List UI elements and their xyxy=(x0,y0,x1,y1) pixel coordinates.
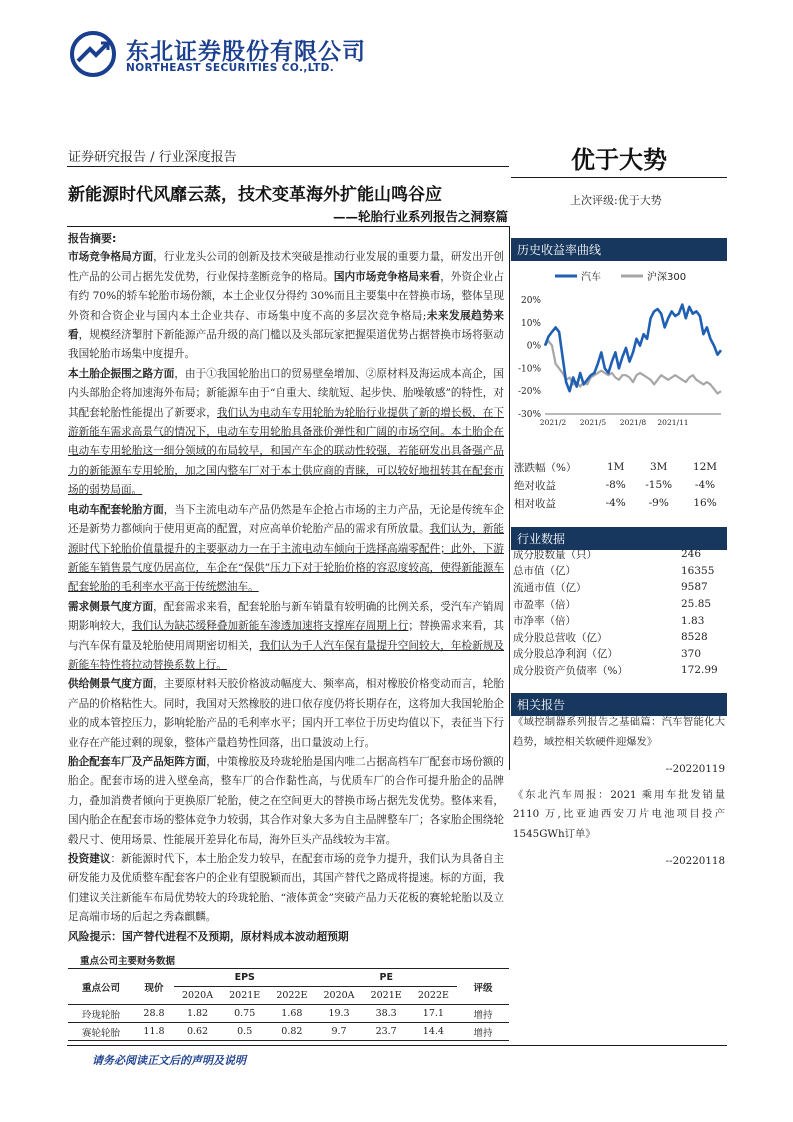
year-cell: 2022E xyxy=(417,990,449,1001)
legend-label-0: 汽车 xyxy=(581,272,601,283)
financial-table xyxy=(68,968,509,1041)
financial-table-caption: 重点公司主要财务数据 xyxy=(80,956,176,967)
x-tick-label: 2021/8 xyxy=(619,418,647,427)
y-tick-label: -30% xyxy=(517,410,541,420)
industry-row: 市净率（倍） 1.83 xyxy=(513,614,705,628)
related-item-date: --20220119 xyxy=(665,763,725,775)
risk-warning: 风险提示：国产替代进程不及预期，原材料成本波动超预期 xyxy=(68,930,349,943)
year-cell: 2020A xyxy=(323,990,355,1001)
industry-section-title: 行业数据 xyxy=(511,527,727,550)
header-rule-right xyxy=(511,177,727,178)
summary-body xyxy=(68,229,504,928)
column-divider xyxy=(509,226,510,770)
table-row: 赛轮轮胎 11.8 0.62 0.5 0.82 9.7 23.7 14.4 增持 xyxy=(81,1026,493,1039)
industry-row: 成分股数量（只） 246 xyxy=(513,548,702,561)
year-cell: 2022E xyxy=(276,990,308,1001)
year-cell: 2021E xyxy=(229,990,261,1001)
industry-row: 成分股资产负债率（%） 172.99 xyxy=(513,664,718,677)
industry-row: 总市值（亿） 16355 xyxy=(513,564,715,578)
title-rule xyxy=(67,226,509,227)
year-cell: 2021E xyxy=(370,990,402,1001)
industry-row: 成分股总净利润（亿） 370 xyxy=(513,647,702,661)
y-tick-label: -20% xyxy=(517,387,541,398)
performance-table xyxy=(513,458,727,512)
report-subtitle: ——轮胎行业系列报告之洞察篇 xyxy=(332,209,508,224)
table-row: 玲珑轮胎 28.8 1.82 0.75 1.68 19.3 38.3 17.1 增持 xyxy=(68,1005,509,1023)
year-cell: 2020A xyxy=(182,990,214,1001)
chart-section-title: 历史收益率曲线 xyxy=(511,238,727,261)
x-tick-label: 2021/11 xyxy=(657,418,689,427)
related-item: 《域控制器系列报告之基础篇：汽车智能化大趋势，域控相关软硬件迎爆发》 xyxy=(513,716,725,748)
performance-row: 绝对收益 -8% -15% -4% xyxy=(514,479,716,492)
industry-row: 流通市值（亿） 9587 xyxy=(513,581,708,594)
summary-heading: 报告摘要: xyxy=(68,232,117,245)
x-tick-label: 2021/2 xyxy=(539,418,567,427)
footer-rule xyxy=(67,1045,727,1046)
report-title: 新能源时代风靡云蒸，技术变革海外扩能山鸣谷应 xyxy=(68,185,442,205)
y-tick-label: -10% xyxy=(517,364,541,375)
industry-table xyxy=(513,546,723,679)
rating: 优于大势 xyxy=(571,145,667,174)
para-ev-tire: 电动车配套轮胎方面，当下主流电动车产品仍然是车企抢占市场的主力产品，无论是传统车企还是新势力都倾向于使用更高的配置，对应高单价轮胎产品的需求有所放量。我们认为，新能源时代下轮胎价值量提升的主要驱动力一在于主流电动车倾向于选择高端零配件；此外，下游新能车销售景气度仍居高位，车企在“保供”压力下对于轮胎价格的容忍度较高，使得新能源车配套轮胎的毛利率水平高于传统燃油车。 xyxy=(68,503,504,594)
performance-header: 涨跌幅（%） 1M 3M 12M xyxy=(514,461,718,474)
para-oem-matrix: 胎企配套车厂及产品矩阵方面，中策橡胶及玲珑轮胎是国内唯二占据高档车厂配套市场份额的胎企。配套市场的进入壁垒高，整车厂的合作黏性高，与优质车厂的合作可提升胎企的品牌力，叠加消费者倾向于更换原厂轮胎，使之在空间更大的替换市场占据先发优势。整体来看，国内胎企在配套市场的整体竞争力较弱，其合作对象大多为自主品牌整车厂；各家胎企围绕轮毂尺寸、使用场景、性能展开差异化布局，海外巨头产品线较为丰富。 xyxy=(68,755,505,846)
return-chart-svg xyxy=(511,262,727,434)
header-rule-left xyxy=(67,166,509,167)
related-list xyxy=(513,713,725,872)
industry-row: 成分股总营收（亿） 8528 xyxy=(513,631,708,644)
logo-icon xyxy=(70,31,116,77)
company-name-cn: 东北证券股份有限公司 xyxy=(126,39,366,65)
industry-row: 市盈率（倍） 25.85 xyxy=(513,598,712,611)
col-price: 现价 xyxy=(144,982,164,994)
return-chart xyxy=(511,262,727,434)
y-tick-label: 20% xyxy=(520,296,541,306)
footer-disclaimer: 请务必阅读正文后的声明及说明 xyxy=(92,1054,246,1067)
col-pe: PE xyxy=(315,969,457,987)
legend-label-1: 沪深300 xyxy=(647,272,687,283)
y-tick-label: 0% xyxy=(526,341,541,352)
para-supply: 供给侧景气度方面，主要原材料天胶价格波动幅度大、频率高，相对橡胶价格变动而言，轮胎产品的价格粘性大。同时，我国对天然橡胶的进口依存度仍将长期存在，这将加大我国轮胎企业的成本管控压力，影响轮胎产品的毛利率水平；国内开工率位于历史均值以下，表征当下行业存在产能过剩的现象，整体产量趋势性回落，出口量波动上行。 xyxy=(68,678,505,749)
para-investment: 投资建议：新能源时代下，本土胎企发力较早，在配套市场的竞争力提升，我们认为具备自主研发能力及优质整车配套客户的企业有望脱颖而出，其国产替代之路成将提速。标的方面，我们建议关注新能车布局优势较大的玲珑轮胎、“液体黄金”突破产品力天花板的赛轮轮胎以及立足高端市场的后起之秀森麒麟。 xyxy=(68,853,505,924)
performance-row: 相对收益 -4% -9% 16% xyxy=(514,497,717,510)
para-domestic-path: 本土胎企振围之路方面，由于①我国轮胎出口的贸易壁垒增加、②原材料及海运成本高企，国内头部胎企将加速海外布局；新能源车由于“自重大、续航短、起步快、胎噪敏感”的特性，对其配套轮胎性能提出了新要求，我们认为电动车专用轮胎为轮胎行业提供了新的增长极，在下游新能车需求高景气的情况下，电动车专用轮胎具备涨价弹性和广阔的市场空间。本土胎企在电动车专用轮胎这一细分领域的布局较早，和国产车企的联动性较强，若能研发出具备强产品力的新能源车专用轮胎，加之国内整车厂对于本土供应商的青睐，可以较好地扭转其在配套市场的弱势局面。 xyxy=(68,367,505,497)
y-tick-label: 10% xyxy=(520,318,541,329)
company-name-en: NORTHEAST SECURITIES CO.,LTD. xyxy=(126,62,335,74)
para1-lead: 市场竞争格局方面 xyxy=(68,251,154,264)
para-market-structure: 市场竞争格局方面，行业龙头公司的创新及技术突破是推动行业发展的重要力量，研发出开创性产品的公司占据先发优势，行业保持垄断竞争的格局。国内市场竞争格局来看，外资企业占有约 70%的轿车轮胎市场份额，本土企业仅分得约 30%而且主要集中在替换市场，整体呈现外资和合资企业与国内本土企业共存、市场集中度不高的多层次竞争格局;未来发展趋势来看，规模经济掣肘下新能源产品升级的高门槛以及头部玩家把握渠道优势占据替换市场将驱动我国轮胎市场集中度提升。 xyxy=(68,251,505,361)
col-eps: EPS xyxy=(174,969,315,987)
related-item-date: --20220118 xyxy=(665,855,725,867)
related-section-title: 相关报告 xyxy=(511,693,727,716)
x-tick-label: 2021/5 xyxy=(579,418,607,427)
report-type: 证券研究报告 / 行业深度报告 xyxy=(68,150,237,165)
col-company: 重点公司 xyxy=(81,982,120,994)
col-rating: 评级 xyxy=(473,982,493,994)
para-demand: 需求侧景气度方面，配套需求来看，配套轮胎与新车销量有较明确的比例关系，受汽车产销周期影响较大，我们认为缺芯缓释叠加新能车渗透加速将支撑库存周期上行；替换需求来看，其与汽车保有量及轮胎使用周期密切相关，我们认为千人汽车保有量提升空间较大，年检新规及新能车特性将拉动替换系数上行。 xyxy=(68,600,505,671)
prev-rating: 上次评级:优于大势 xyxy=(570,194,662,207)
related-item: 《东北汽车周报：2021 乘用车批发销量 2110 万,比亚迪西安刀片电池项目投产 1545GWh订单》 xyxy=(513,788,725,840)
company-logo xyxy=(70,31,116,77)
